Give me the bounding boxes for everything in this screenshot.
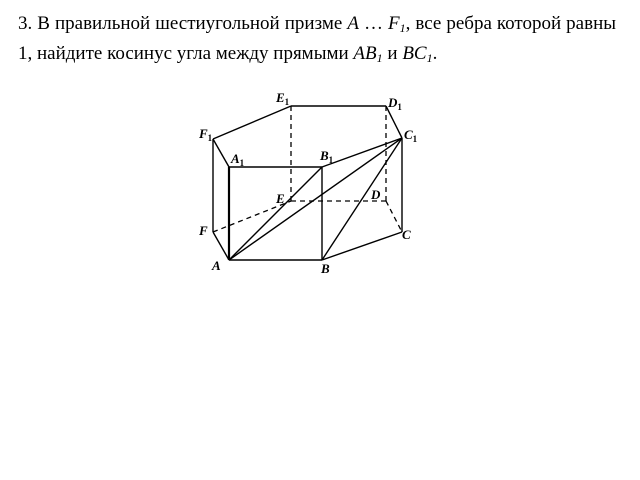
ellipsis: … — [363, 13, 383, 34]
label-d: D — [371, 187, 381, 202]
label-a1: $A_1$ — [231, 151, 245, 168]
vertex-a-label: A — [347, 13, 359, 34]
label-b: B — [321, 261, 330, 276]
vertex-f1-label: $F_1$ — [387, 13, 406, 35]
label-b1: $B_1$ — [320, 148, 334, 165]
problem-end: . — [432, 43, 438, 64]
problem-text-part-2: , все ребра которой равны 1, найдите косинус угла между прямыми — [18, 13, 617, 64]
label-f: F — [199, 223, 208, 238]
label-d1: $D_1$ — [388, 95, 402, 112]
label-a: A — [212, 258, 221, 273]
edge-b1-c1 — [322, 138, 402, 167]
edge-b-c — [322, 232, 402, 260]
label-e1: $E_1$ — [276, 90, 290, 107]
label-c1: $C_1$ — [404, 127, 418, 144]
problem-text-part-1: В правильной шестиугольной призме — [37, 13, 343, 34]
edge-d-c-hidden — [386, 201, 402, 232]
label-f1: $F_1$ — [199, 126, 213, 143]
line-ab1-label: $AB_1$ — [353, 43, 383, 65]
diagonal-bc1 — [322, 138, 402, 260]
line-bc1-label: $BC_1$ — [402, 43, 433, 65]
edge-f1-a1 — [213, 139, 229, 167]
label-e: E — [276, 191, 285, 206]
problem-number: 3. — [18, 13, 33, 34]
diagonal-ab1 — [229, 167, 322, 260]
edge-f-a — [213, 232, 229, 260]
conjunction-and: и — [387, 43, 398, 64]
label-c: C — [402, 227, 411, 242]
edge-e1-f1 — [213, 106, 291, 139]
